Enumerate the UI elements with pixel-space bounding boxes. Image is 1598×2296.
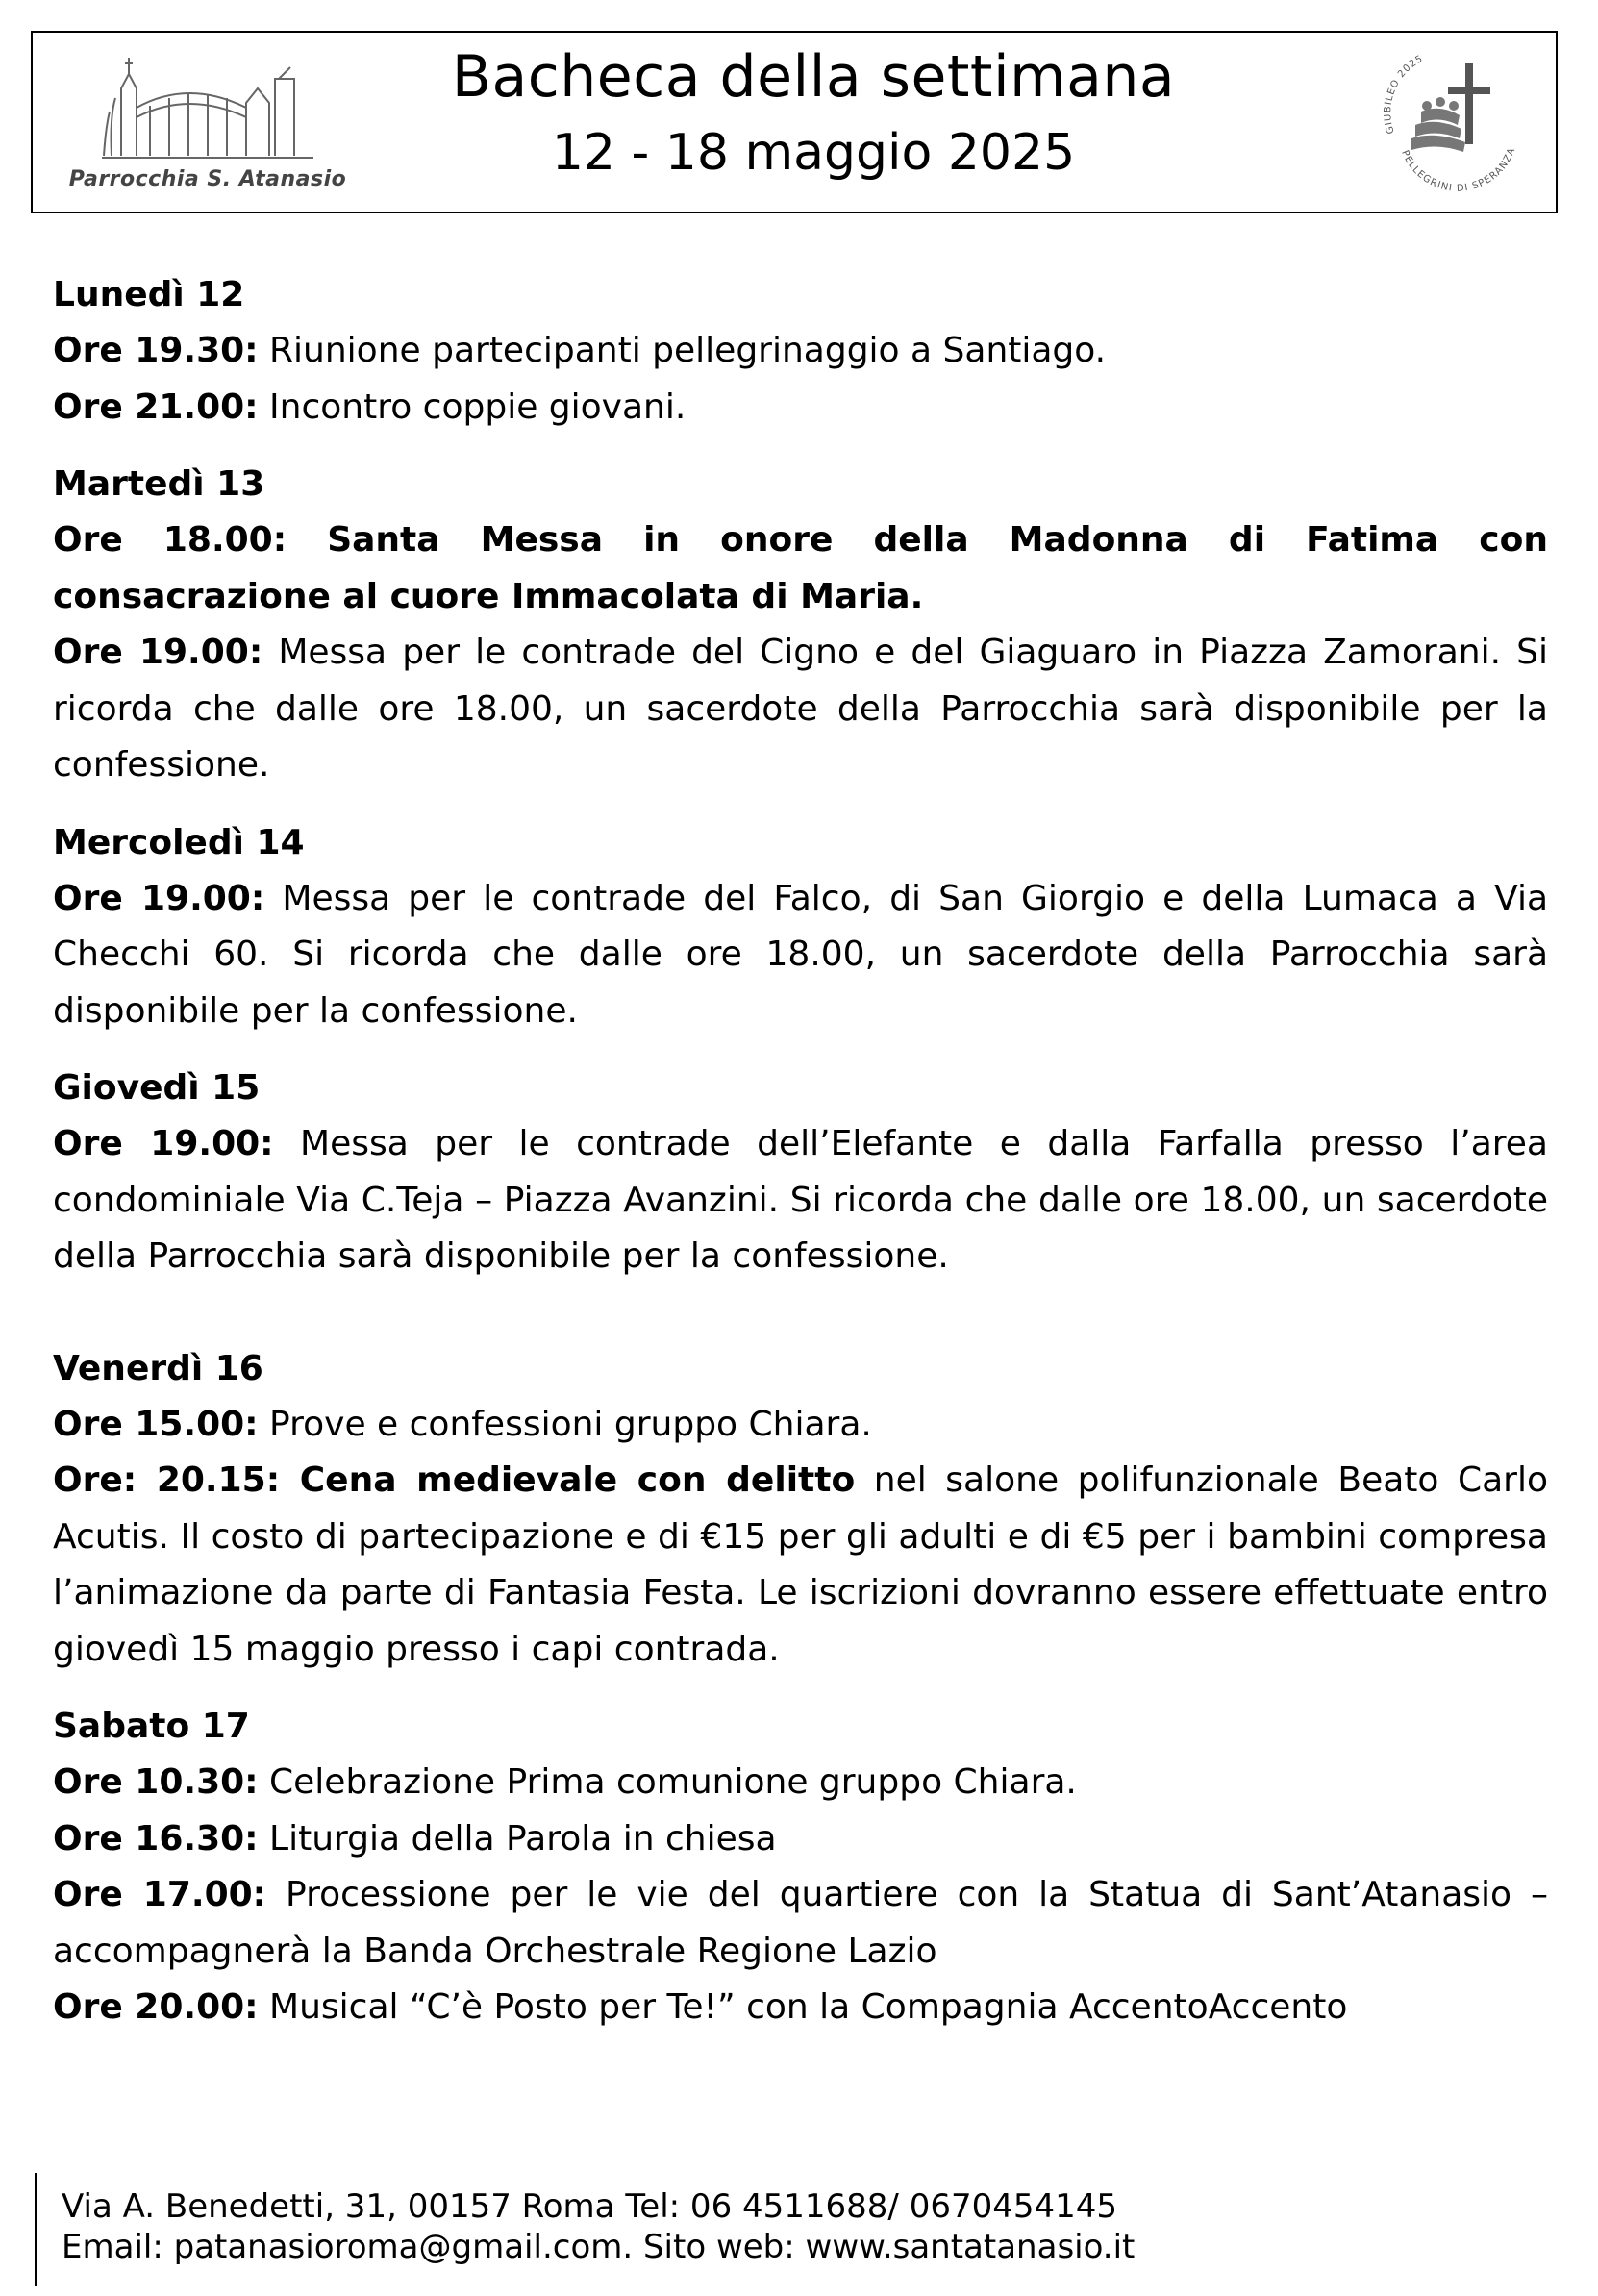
parish-name: Parrocchia S. Atanasio <box>68 167 347 191</box>
jubilee-cross-icon <box>1373 44 1531 202</box>
schedule-entry: Ore 19.00: Messa per le contrade dell’Elefante e dalla Farfalla presso l’area condominiale Via C.Teja – Piazza Avanzini. Si ricorda che dalle ore 18.00, un sacerdote della Parrocchia sarà disponibile per la confessione. <box>53 1124 1548 1276</box>
footer-address: Via A. Benedetti, 31, 00157 Roma Tel: 06 4511688/ 0670454145 <box>62 2187 1118 2226</box>
schedule-entry: Ore 19.30: Riunione partecipanti pellegrinaggio a Santiago. <box>53 331 1107 370</box>
schedule-entry: Ore 19.00: Messa per le contrade del Cigno e del Giaguaro in Piazza Zamorani. Si ricorda che dalle ore 18.00, un sacerdote della Parrocchia sarà disponibile per la confessione. <box>53 633 1548 785</box>
schedule <box>53 267 1548 2036</box>
day-heading: Mercoledì 14 <box>53 822 305 862</box>
schedule-entry: Ore 10.30: Celebrazione Prima comunione gruppo Chiara. <box>53 1762 1077 1802</box>
schedule-entry: Ore 17.00: Processione per le vie del quartiere con la Statua di Sant’Atanasio – accompagnerà la Banda Orchestrale Regione Lazio <box>53 1875 1548 1971</box>
footer-contact: Email: patanasioroma@gmail.com. Sito web: www.santatanasio.it <box>62 2228 1136 2266</box>
schedule-entry: Ore 20.00: Musical “C’è Posto per Te!” con la Compagnia AccentoAccento <box>53 1987 1348 2027</box>
schedule-entry: Ore 16.30: Liturgia della Parola in chiesa <box>53 1818 777 1859</box>
schedule-entry: Ore 21.00: Incontro coppie giovani. <box>53 387 687 427</box>
schedule-entry: Ore: 20.15: Cena medievale con delitto nel salone polifunzionale Beato Carlo Acutis. Il costo di partecipazione e di €15 per gli adulti e di €5 per i bambini compresa l’animazione da parte di Fantasia Festa. Le iscrizioni dovranno essere effettuate entro giovedì 15 maggio presso i capi contrada. <box>53 1460 1549 1669</box>
week-dates: 12 - 18 maggio 2025 <box>551 124 1076 182</box>
day-heading: Lunedì 12 <box>53 275 245 314</box>
footer <box>35 2173 1135 2286</box>
church-sketch-icon <box>92 50 323 163</box>
jubilee-motto: PELLEGRINI DI SPERANZA <box>1399 145 1518 194</box>
day-heading: Giovedì 15 <box>53 1068 261 1108</box>
svg-text:GIUBILEO 2025 <box>1383 54 1425 136</box>
parish-logo <box>54 50 362 204</box>
jubilee-logo-text: GIUBILEO 2025 <box>1383 53 1426 136</box>
svg-text:PELLEGRINI DI SPERANZA <box>1399 146 1517 194</box>
schedule-entry: Ore 18.00: Santa Messa in onore della Madonna di Fatima con consacrazione al cuore Immacolata di Maria. <box>53 520 1549 616</box>
jubilee-logo <box>1373 44 1531 202</box>
day-heading: Venerdì 16 <box>53 1348 263 1388</box>
bulletin-header <box>31 31 1558 213</box>
schedule-entry: Ore 15.00: Prove e confessioni gruppo Chiara. <box>53 1404 872 1444</box>
schedule-entry: Ore 19.00: Messa per le contrade del Falco, di San Giorgio e della Lumaca a Via Checchi 60. Si ricorda che dalle ore 18.00, un sacerdote della Parrocchia sarà disponibile per la confessione. <box>53 878 1549 1031</box>
page-title: Bacheca della settimana <box>451 43 1176 111</box>
day-heading: Martedì 13 <box>53 464 265 504</box>
title-block <box>360 40 1267 188</box>
day-heading: Sabato 17 <box>53 1707 250 1746</box>
